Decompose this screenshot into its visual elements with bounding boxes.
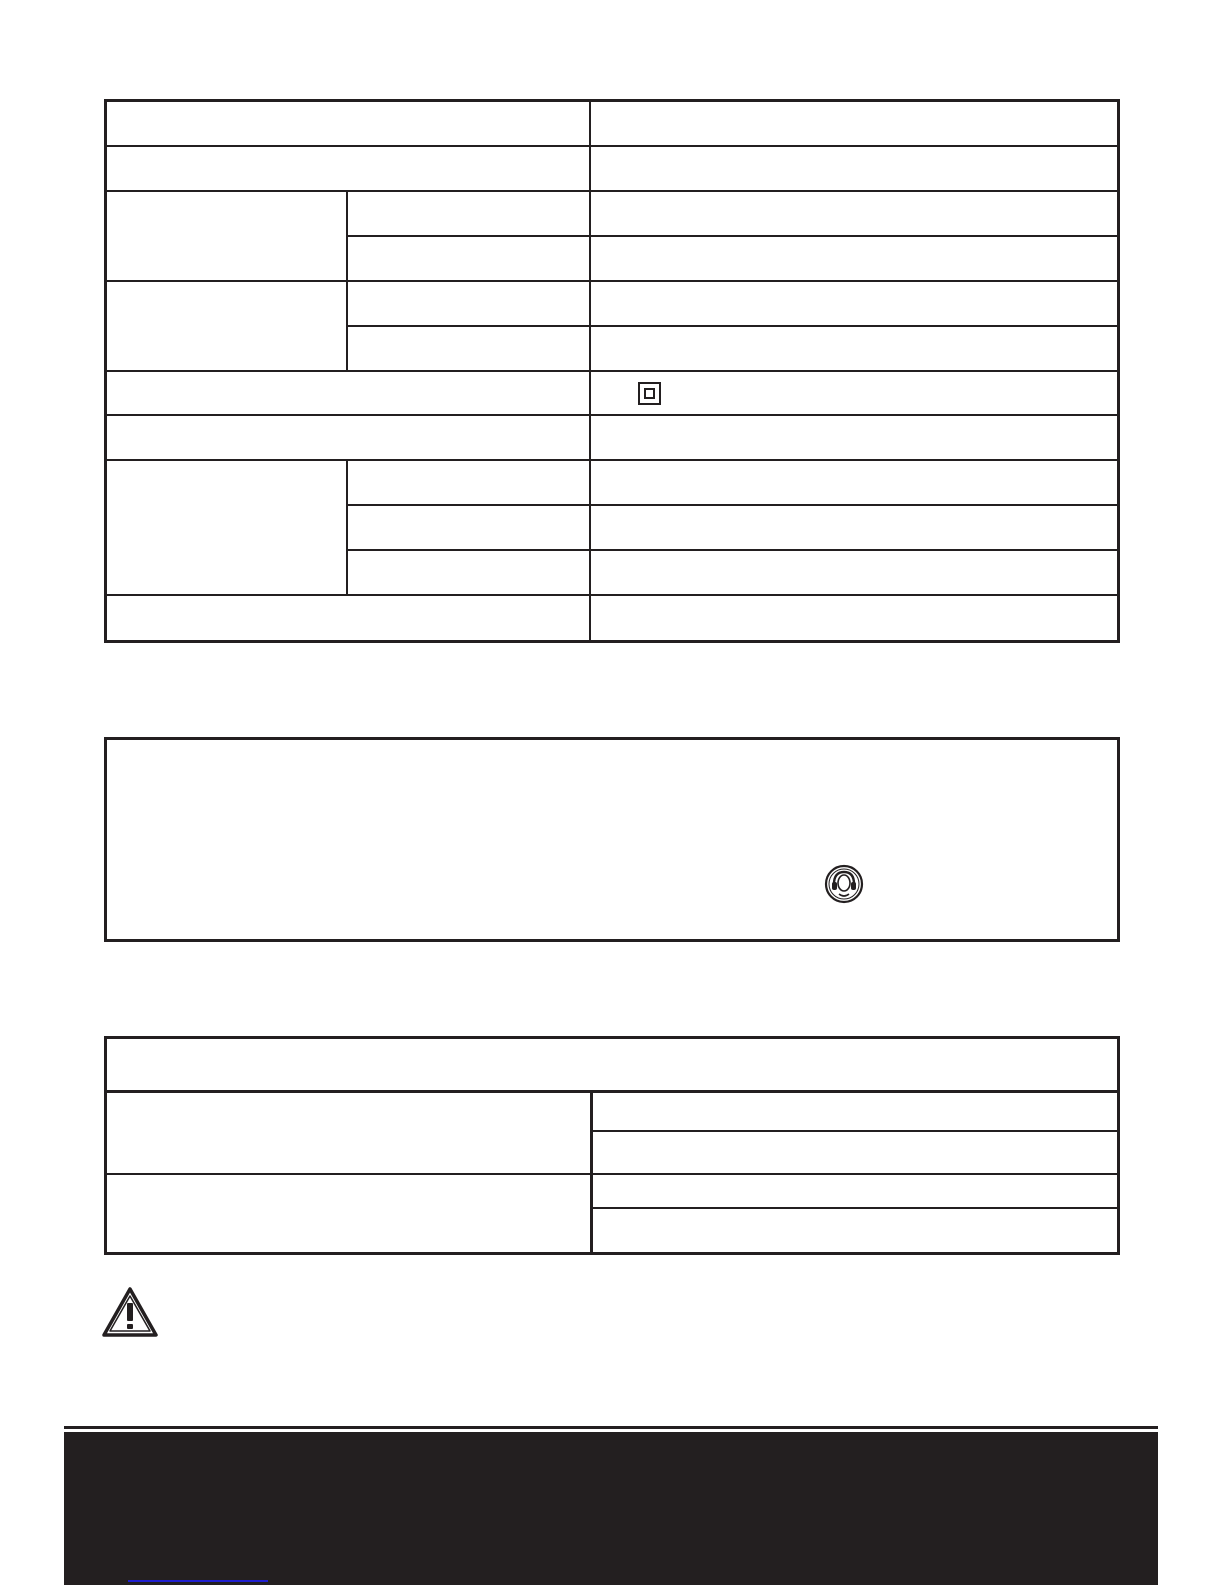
spec-sublabel [348, 551, 589, 594]
spec-value [591, 416, 1117, 459]
footer-band [64, 1432, 1158, 1585]
spec-sublabel [348, 282, 589, 325]
spec-sublabel [348, 506, 589, 549]
noise-information-box [104, 737, 1120, 942]
spec-sublabel [348, 192, 589, 235]
specification-table [104, 99, 1120, 643]
vib-column-divider [590, 1090, 593, 1252]
vib-header-rule [107, 1090, 1117, 1093]
vib-row-rule [107, 1173, 1117, 1175]
warning-triangle-icon [101, 1286, 159, 1338]
spec-value [591, 147, 1117, 190]
spec-sublabel [348, 461, 589, 504]
spec-label [107, 372, 589, 414]
vib-row-rule [593, 1130, 1117, 1132]
spec-sublabel [348, 237, 589, 280]
spec-sublabel [348, 327, 589, 370]
spec-label [107, 192, 346, 370]
spec-label [107, 102, 589, 145]
spec-value [591, 551, 1117, 594]
spec-value [591, 282, 1117, 325]
spec-value [591, 461, 1117, 504]
footer-link-underline[interactable] [128, 1580, 268, 1582]
spec-value [591, 102, 1117, 145]
double-insulation-icon-inner [644, 388, 655, 399]
footer-rule [64, 1426, 1158, 1429]
vib-row-rule [593, 1207, 1117, 1209]
spec-value [591, 237, 1117, 280]
spec-label [107, 416, 589, 459]
spec-label [107, 596, 589, 640]
spec-value [591, 327, 1117, 370]
double-insulation-icon [638, 382, 661, 405]
spec-value [591, 506, 1117, 549]
spec-value [591, 596, 1117, 640]
spec-value [591, 192, 1117, 235]
vibration-table [104, 1036, 1120, 1255]
spec-label [107, 147, 589, 190]
ear-protection-icon [824, 864, 864, 904]
